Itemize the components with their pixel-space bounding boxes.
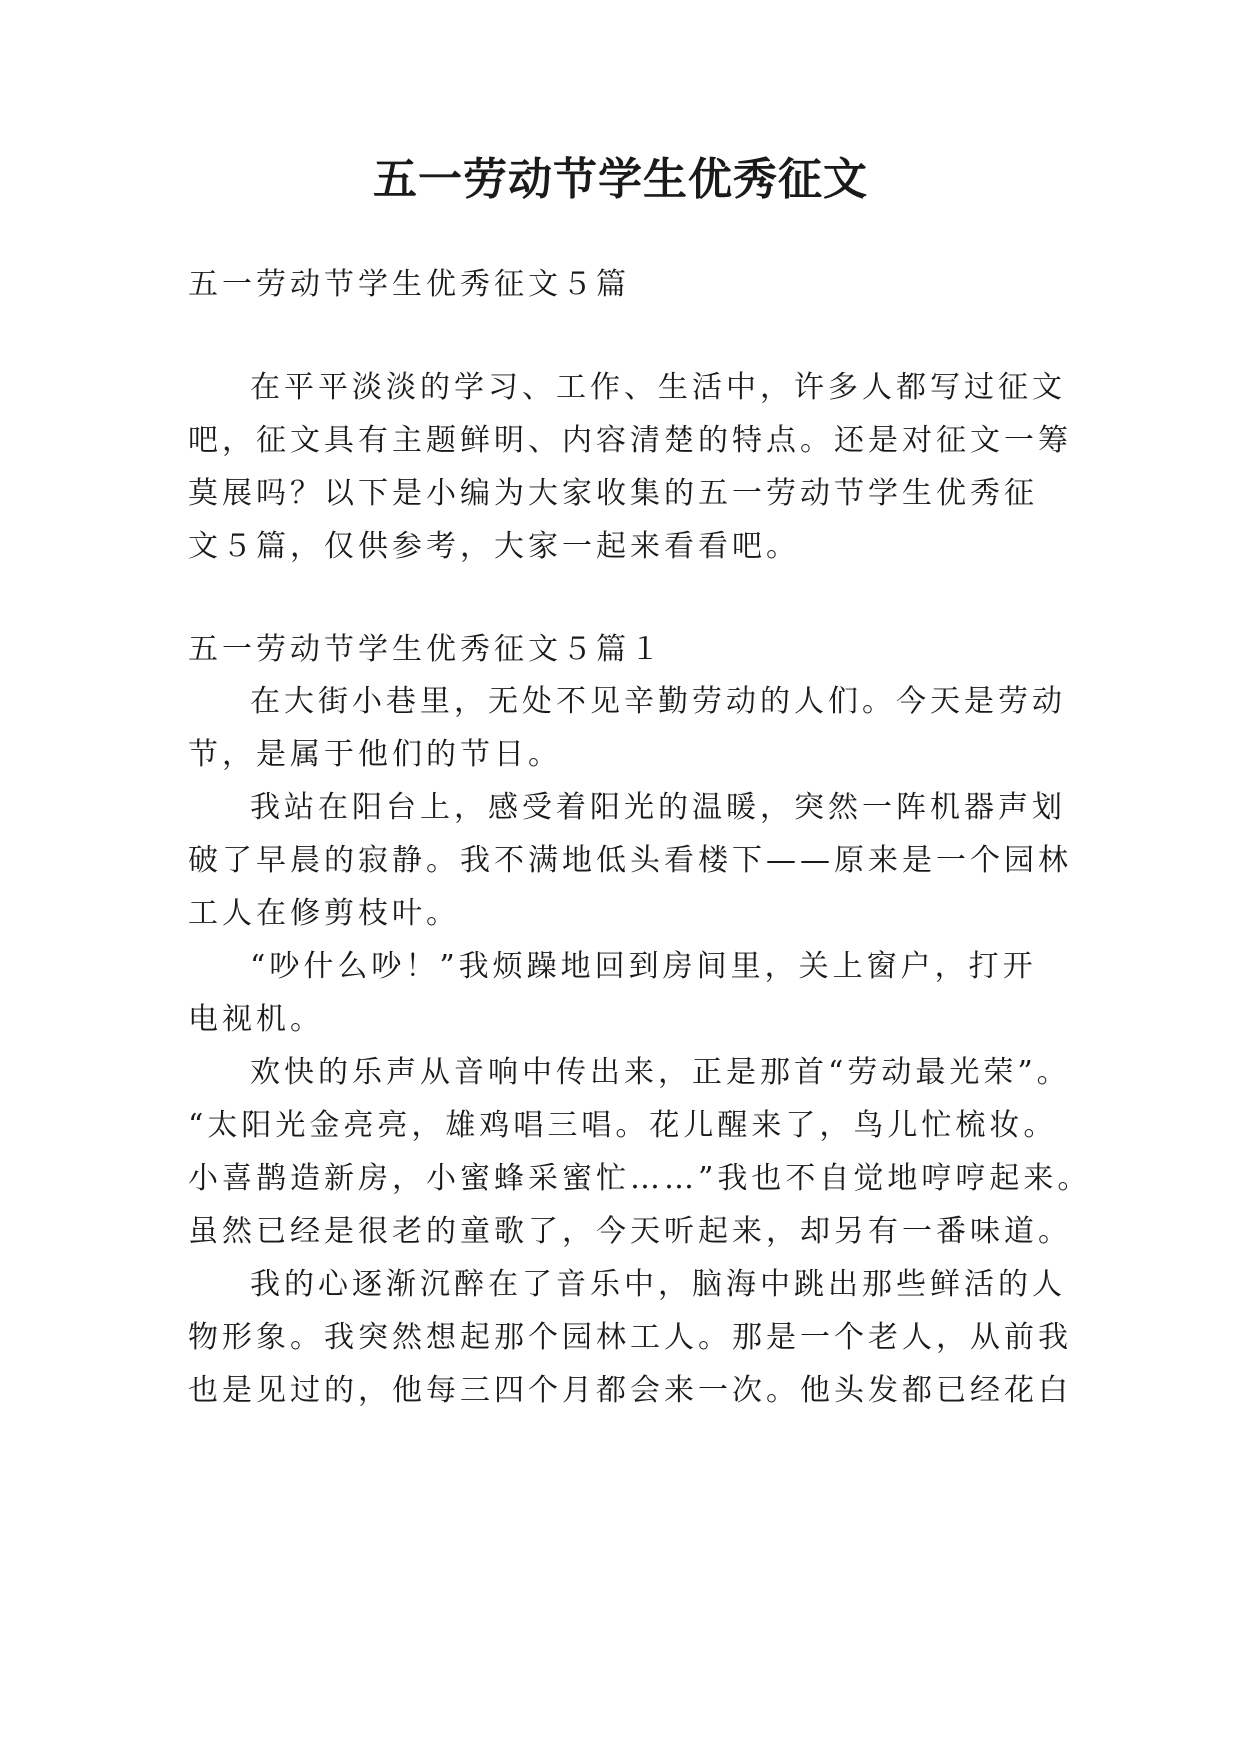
paragraph-line: 破了早晨的寂静。我不满地低头看楼下——原来是一个园林 [188,843,1072,878]
paragraph-line: 物形象。我突然想起那个园林工人。那是一个老人，从前我 [188,1320,1072,1355]
paragraph-line: “吵什么吵！”我烦躁地回到房间里，关上窗户，打开 [250,949,1037,984]
paragraph-line: 欢快的乐声从音响中传出来，正是那首“劳动最光荣”。 [250,1055,1071,1090]
paragraph-line: 节，是属于他们的节日。 [188,737,562,772]
paragraph-line: 电视机。 [188,1002,324,1037]
paragraph-line: 莫展吗？以下是小编为大家收集的五一劳动节学生优秀征 [188,476,1038,511]
paragraph-line: 在大街小巷里，无处不见辛勤劳动的人们。今天是劳动 [250,684,1066,719]
paragraph-line: 工人在修剪枝叶。 [188,896,460,931]
paragraph-line: 也是见过的，他每三四个月都会来一次。他头发都已经花白 [188,1373,1072,1408]
document-subtitle: 五一劳动节学生优秀征文５篇 [188,267,630,302]
section-heading: 五一劳动节学生优秀征文５篇１ [188,632,664,667]
paragraph-line: 小喜鹊造新房，小蜜蜂采蜜忙……”我也不自觉地哼哼起来。 [188,1161,1092,1196]
paragraph-line: 我的心逐渐沉醉在了音乐中，脑海中跳出那些鲜活的人 [250,1267,1066,1302]
paragraph-line: 文５篇，仅供参考，大家一起来看看吧。 [188,529,800,564]
document-title: 五一劳动节学生优秀征文 [373,154,868,205]
paragraph-line: “太阳光金亮亮，雄鸡唱三唱。花儿醒来了，鸟儿忙梳妆。 [188,1108,1058,1143]
paragraph-line: 虽然已经是很老的童歌了，今天听起来，却另有一番味道。 [188,1214,1072,1249]
paragraph-line: 吧，征文具有主题鲜明、内容清楚的特点。还是对征文一筹 [188,423,1072,458]
paragraph-line: 在平平淡淡的学习、工作、生活中，许多人都写过征文 [250,370,1066,405]
paragraph-line: 我站在阳台上，感受着阳光的温暖，突然一阵机器声划 [250,790,1066,825]
